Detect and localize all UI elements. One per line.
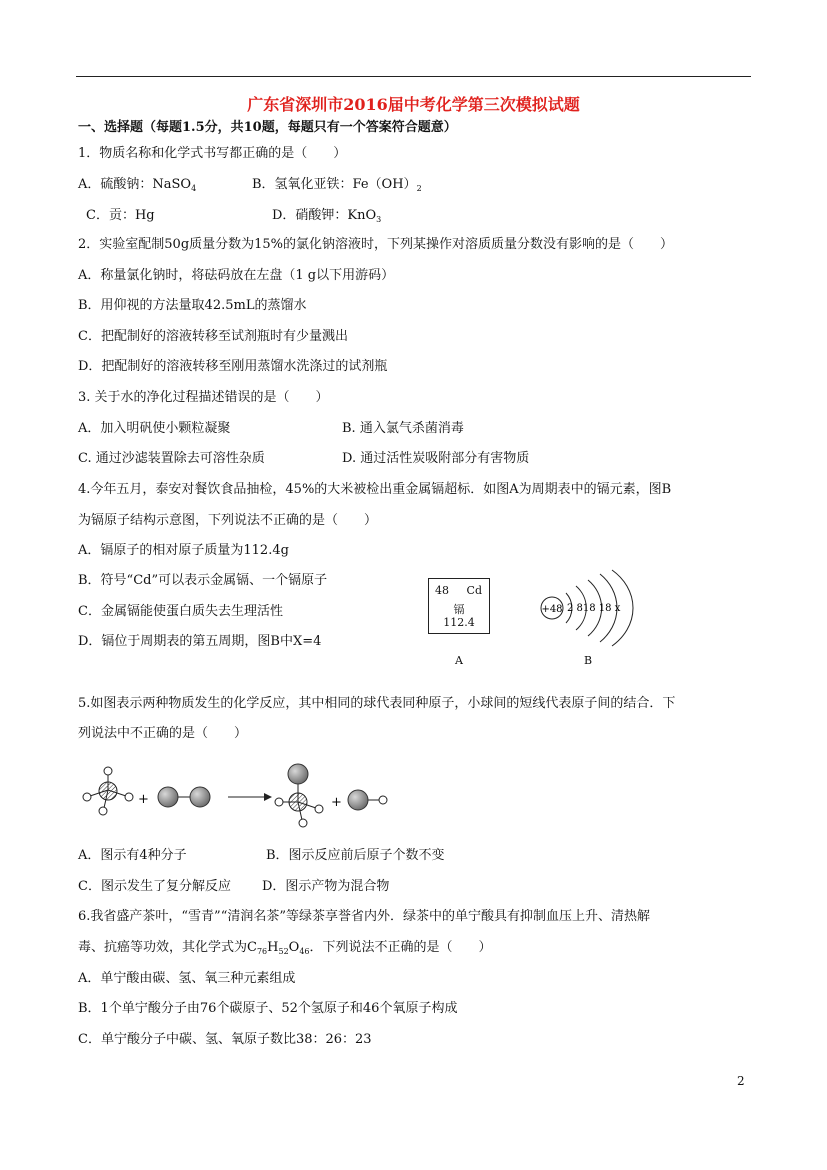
periodic-table-cell-cadmium bbox=[428, 578, 490, 634]
hatched-atom bbox=[99, 782, 117, 800]
q5-option-a: A．图示有4种分子 bbox=[78, 848, 187, 863]
q4-stem-line1: 4.今年五月，泰安对餐饮食品抽检，45%的大米被检出重金属镉超标．如图A为周期表中的镉元素，图B bbox=[78, 482, 672, 497]
shell-electron-counts: 2 818 18 x bbox=[567, 603, 621, 614]
small-atom bbox=[275, 798, 283, 806]
q1-option-a: A．硫酸钠：NaSO$_4$ bbox=[78, 177, 197, 193]
q2-option-b: B．用仰视的方法量取42.5mL的蒸馏水 bbox=[78, 298, 307, 313]
grey-atom bbox=[348, 790, 368, 810]
plus-sign: + bbox=[331, 795, 342, 810]
small-atom bbox=[99, 807, 107, 815]
q5-option-b: B．图示反应前后原子个数不变 bbox=[266, 848, 445, 863]
q1-option-c: C．贡：Hg bbox=[86, 208, 155, 223]
nucleus-charge: +48 bbox=[541, 604, 563, 615]
q6-stem-line1: 6.我省盛产茶叶，“雪青”“清润名茶”等绿茶享誉省内外．绿茶中的单宁酸具有抑制血压上升、清热解 bbox=[78, 909, 650, 924]
q5-option-c: C．图示发生了复分解反应 bbox=[78, 879, 231, 894]
element-name: 镉 bbox=[453, 603, 465, 616]
small-atom bbox=[125, 793, 133, 801]
q5-stem-line1: 5.如图表示两种物质发生的化学反应，其中相同的球代表同种原子，小球间的短线代表原子间的结合．下 bbox=[78, 696, 676, 711]
q6-option-c: C．单宁酸分子中碳、氢、氧原子数比38：26：23 bbox=[78, 1032, 372, 1047]
q4-option-d: D．镉位于周期表的第五周期，图B中X=4 bbox=[78, 634, 322, 649]
figure-a-label: A bbox=[455, 654, 463, 667]
page-title: 广东省深圳市2016届中考化学第三次模拟试题 bbox=[247, 95, 580, 114]
q3-option-c: C. 通过沙滤装置除去可溶性杂质 bbox=[78, 451, 265, 466]
plus-sign: + bbox=[138, 792, 149, 807]
grey-atom bbox=[288, 764, 308, 784]
section-heading: 一、选择题（每题1.5分，共10题，每题只有一个答案符合题意） bbox=[78, 120, 457, 135]
q6-stem-line2: 毒、抗癌等功效，其化学式为$C_{76}H_{52}O_{46}$．下列说法不正确的是（ ） bbox=[78, 940, 492, 956]
grey-atom bbox=[190, 787, 210, 807]
element-symbol: Cd bbox=[466, 584, 482, 597]
hatched-atom bbox=[289, 793, 307, 811]
atomic-number: 48 bbox=[435, 584, 449, 597]
q2-stem: 2．实验室配制50g质量分数为15%的氯化钠溶液时，下列某操作对溶质质量分数没有影响的是（ ） bbox=[78, 237, 674, 252]
small-atom bbox=[83, 793, 91, 801]
small-atom bbox=[379, 796, 387, 804]
q6-option-a: A．单宁酸由碳、氢、氧三种元素组成 bbox=[78, 971, 296, 986]
grey-atom bbox=[158, 787, 178, 807]
atomic-structure-diagram bbox=[530, 568, 640, 650]
q4-stem-line2: 为镉原子结构示意图，下列说法不正确的是（ ） bbox=[78, 513, 378, 528]
q1-option-b: B．氢氧化亚铁：$Fe(OH)_2$ bbox=[252, 177, 422, 193]
q6-option-b: B．1个单宁酸分子由76个碳原子、52个氢原子和46个氧原子构成 bbox=[78, 1001, 458, 1016]
header-rule bbox=[76, 76, 751, 77]
reactant-molecule-2 bbox=[158, 787, 210, 807]
small-atom bbox=[299, 819, 307, 827]
atomic-mass: 112.4 bbox=[443, 616, 475, 629]
q3-option-b: B. 通入氯气杀菌消毒 bbox=[342, 421, 464, 436]
q4-option-b: B．符号“Cd”可以表示金属镉、一个镉原子 bbox=[78, 573, 328, 588]
reaction-diagram bbox=[78, 760, 398, 832]
product-molecule-1 bbox=[275, 764, 323, 827]
q3-option-d: D. 通过活性炭吸附部分有害物质 bbox=[342, 451, 530, 466]
q3-option-a: A．加入明矾使小颗粒凝聚 bbox=[78, 421, 231, 436]
small-atom bbox=[104, 767, 112, 775]
figure-b-label: B bbox=[584, 654, 593, 667]
q4-option-c: C．金属镉能使蛋白质失去生理活性 bbox=[78, 604, 283, 619]
q2-option-a: A．称量氯化钠时，将砝码放在左盘（1 g以下用游码） bbox=[78, 268, 395, 283]
product-molecule-2 bbox=[348, 790, 387, 810]
small-atom bbox=[315, 805, 323, 813]
q2-option-c: C．把配制好的溶液转移至试剂瓶时有少量溅出 bbox=[78, 329, 348, 344]
q4-option-a: A．镉原子的相对原子质量为112.4g bbox=[78, 543, 289, 558]
page-number: 2 bbox=[737, 1074, 745, 1088]
reaction-arrow bbox=[228, 793, 272, 801]
reactant-molecule-1 bbox=[83, 767, 133, 815]
q5-stem-line2: 列说法中不正确的是（ ） bbox=[78, 726, 248, 741]
q3-stem: 3. 关于水的净化过程描述错误的是（ ） bbox=[78, 390, 329, 405]
q5-option-d: D．图示产物为混合物 bbox=[262, 879, 390, 894]
q1-stem: 1．物质名称和化学式书写都正确的是（ ） bbox=[78, 146, 347, 161]
q2-option-d: D．把配制好的溶液转移至刚用蒸馏水洗涤过的试剂瓶 bbox=[78, 359, 388, 374]
q1-option-d: D．硝酸钾：KnO$_3$ bbox=[272, 208, 382, 224]
